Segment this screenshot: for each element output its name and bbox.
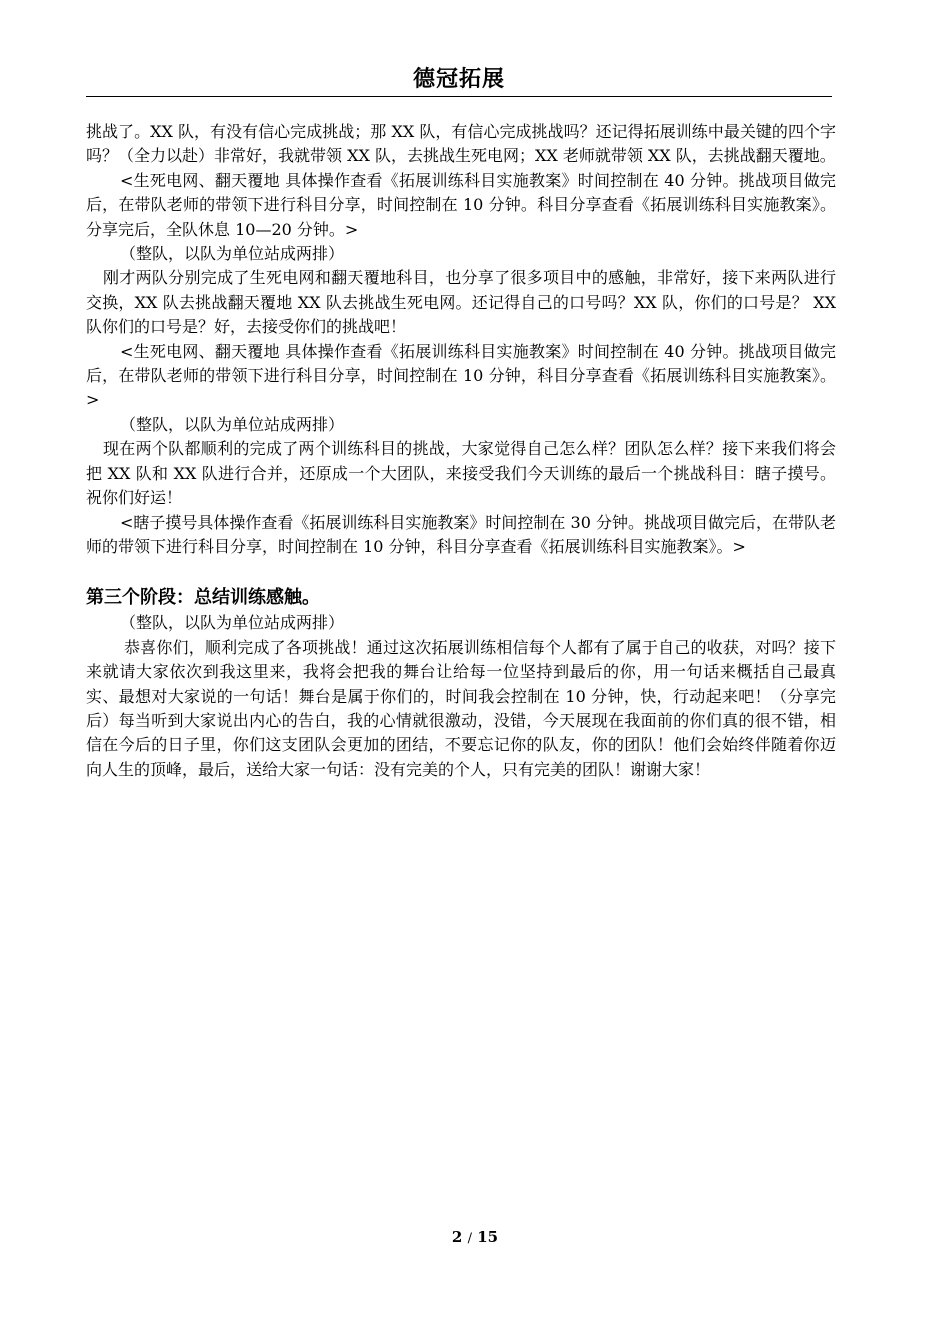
- paragraph-merge-teams: 现在两个队都顺利的完成了两个训练科目的挑战，大家觉得自己怎么样？团队怎么样？接下来我们将会把 XX 队和 XX 队进行合并，还原成一个大团队，来接受我们今天训练的最后一个挑战科目：瞎子摸号。祝你们好运！: [86, 439, 836, 508]
- paragraph-instruction-2: <生死电网、翻天覆地 具体操作查看《拓展训练科目实施教案》时间控制在 40 分钟。挑战项目做完后，在带队老师的带领下进行科目分享，时间控制在 10 分钟，科目分享查看《拓展训练科目实施教案》。>: [86, 341, 836, 410]
- paragraph-instruction-1: <生死电网、翻天覆地 具体操作查看《拓展训练科目实施教案》时间控制在 40 分钟。挑战项目做完后，在带队老师的带领下进行科目分享，时间控制在 10 分钟。科目分享查看《拓展训练科目实施教案》。分享完后，全队休息 10—20 分钟。>: [86, 170, 836, 239]
- paragraph-challenge-intro: 挑战了。XX 队，有没有信心完成挑战；那 XX 队，有信心完成挑战吗？还记得拓展训练中最关键的四个字吗？（全力以赴）非常好，我就带领 XX 队，去挑战生死电网；XX 老师就带领 XX 队，去挑战翻天覆地。: [86, 122, 836, 166]
- page-total: 15: [477, 1228, 499, 1246]
- document-body: [86, 120, 836, 782]
- page-separator: /: [467, 1231, 472, 1246]
- paragraph-closing-speech: 恭喜你们，顺利完成了各项挑战！通过这次拓展训练相信每个人都有了属于自己的收获，对吗？接下来就请大家依次到我这里来，我将会把我的舞台让给每一位坚持到最后的你，用一句话来概括自己最真实、最想对大家说的一句话！舞台是属于你们的，时间我会控制在 10 分钟，快，行动起来吧！（分享完后）每当听到大家说出内心的告白，我的心情就很激动，没错，今天展现在我面前的你们真的很不错，相信在今后的日子里，你们这支团队会更加的团结，不要忘记你的队友，你的团队！他们会始终伴随着你迈向人生的顶峰，最后，送给大家一句话：没有完美的个人，只有完美的团队！谢谢大家！: [86, 637, 836, 779]
- page-number: [0, 1228, 950, 1246]
- section-spacer: [86, 559, 836, 585]
- section-heading: 第三个阶段：总结训练感触。: [86, 587, 320, 609]
- page-current: 2: [451, 1228, 463, 1246]
- paragraph-instruction-3: <瞎子摸号具体操作查看《拓展训练科目实施教案》时间控制在 30 分钟。挑战项目做完后，在带队老师的带领下进行科目分享，时间控制在 10 分钟，科目分享查看《拓展训练科目实施教案》。>: [86, 512, 836, 556]
- paragraph-line-up-3: （整队，以队为单位站成两排）: [120, 613, 345, 633]
- header-title: 德冠拓展: [412, 67, 505, 92]
- paragraph-swap-teams: 刚才两队分别完成了生死电网和翻天覆地科目，也分享了很多项目中的感触，非常好，接下来两队进行交换，XX 队去挑战翻天覆地 XX 队去挑战生死电网。还记得自己的口号吗？XX 队，你们的口号是？ XX 队你们的口号是？好，去接受你们的挑战吧！: [86, 268, 836, 337]
- paragraph-line-up-2: （整队，以队为单位站成两排）: [120, 414, 345, 434]
- page-header: [86, 64, 832, 97]
- paragraph-line-up-1: （整队，以队为单位站成两排）: [120, 244, 345, 264]
